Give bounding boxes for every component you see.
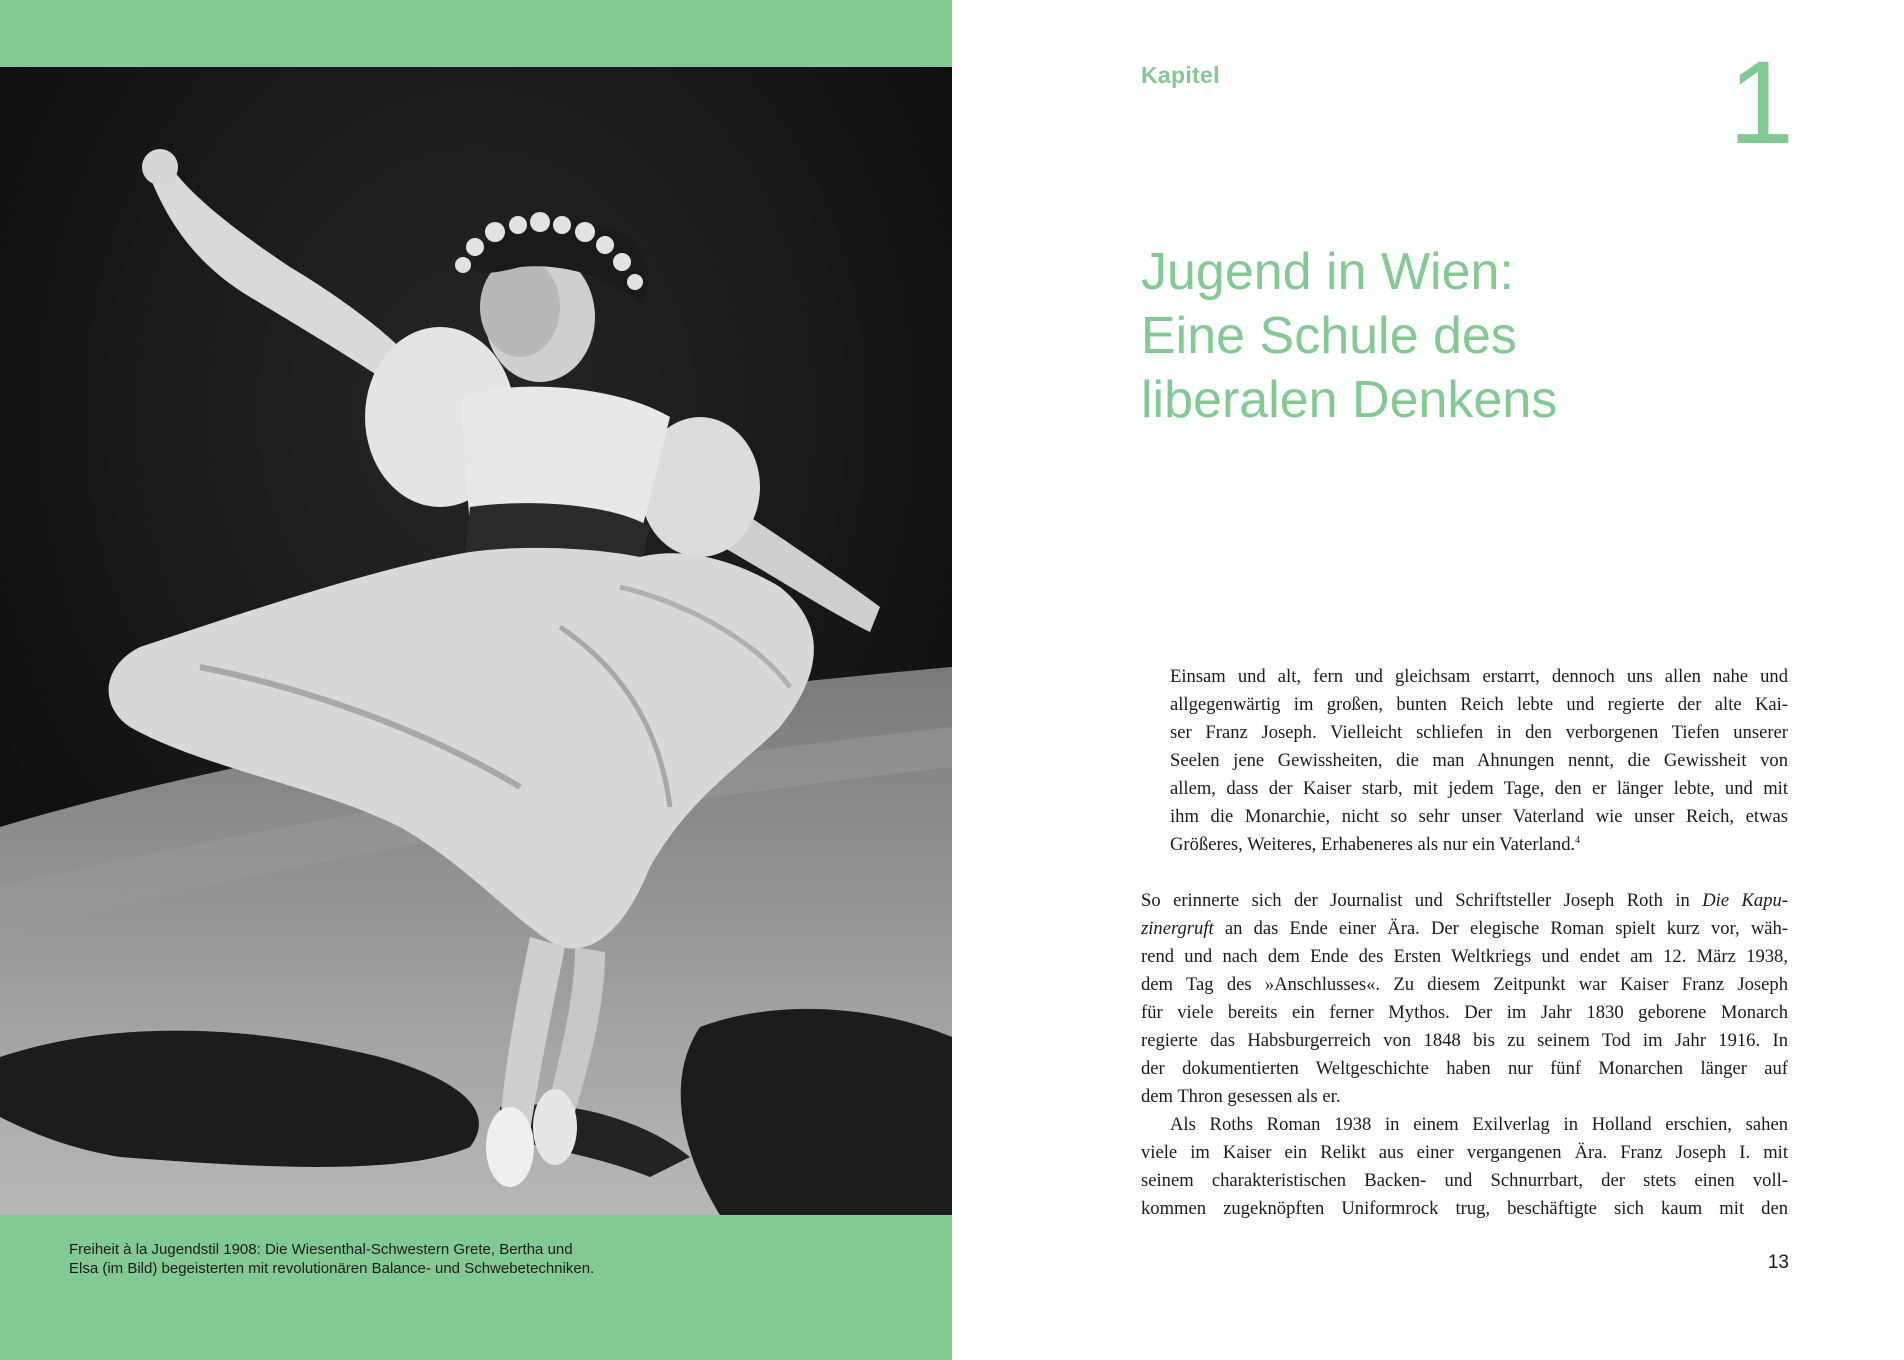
paragraph-2-line: Als Roths Roman 1938 in einem Exilverlag in Holland erschien, sahen bbox=[1170, 1114, 1788, 1135]
chapter-number: 1 bbox=[1728, 37, 1794, 169]
paragraph-1-line: der dokumentierten Weltgeschichte haben nur fünf Monarchen länger auf bbox=[1141, 1058, 1788, 1079]
chapter-title bbox=[1141, 240, 1557, 432]
paragraph-1-line bbox=[1141, 915, 1788, 943]
paragraph-2-line: viele im Kaiser ein Relikt aus einer vergangenen Ära. Franz Joseph I. mit bbox=[1141, 1142, 1788, 1163]
epigraph-line: allem, dass der Kaiser starb, mit jedem Tage, den er länger lebte, und mit bbox=[1170, 778, 1788, 799]
book-title-italic: Die Kapu- bbox=[1702, 890, 1789, 911]
caption-line: Elsa (im Bild) begeisterten mit revolutionären Balance- und Schwebetechniken. bbox=[69, 1260, 595, 1277]
epigraph-line: ser Franz Joseph. Vielleicht schliefen in den verborgenen Tiefen unserer bbox=[1170, 722, 1788, 743]
book-title-italic: zinergruft bbox=[1141, 918, 1214, 939]
dancer-photo-illustration bbox=[0, 67, 952, 1215]
paragraph-2-line: seinem charakteristischen Backen- und Schnurrbart, der stets einen voll- bbox=[1141, 1170, 1788, 1191]
text-span: an das Ende einer Ära. Der elegische Roman spielt kurz vor, wäh- bbox=[1213, 918, 1788, 939]
footnote-marker: 4 bbox=[1575, 834, 1581, 846]
kapitel-label: Kapitel bbox=[1141, 62, 1220, 88]
main-text bbox=[1141, 887, 1788, 1223]
photo-caption bbox=[69, 1240, 689, 1278]
dancer-photo bbox=[0, 67, 952, 1215]
caption-line: Freiheit à la Jugendstil 1908: Die Wiesenthal-Schwestern Grete, Bertha und bbox=[69, 1241, 573, 1258]
paragraph-1-line: regierte das Habsburgerreich von 1848 bis zu seinem Tod im Jahr 1916. In bbox=[1141, 1030, 1788, 1051]
epigraph-line: Seelen jene Gewissheiten, die man Ahnungen nennt, die Gewissheit von bbox=[1170, 750, 1788, 771]
paragraph-1-line: rend und nach dem Ende des Ersten Weltkriegs und endet am 12. März 1938, bbox=[1141, 946, 1788, 967]
chapter-title-line: Eine Schule des bbox=[1141, 307, 1517, 365]
epigraph-line: Einsam und alt, fern und gleichsam erstarrt, dennoch uns allen nahe und bbox=[1170, 666, 1788, 687]
paragraph-1-line bbox=[1141, 887, 1788, 915]
paragraph-2-line: kommen zugeknöpften Uniformrock trug, beschäftigte sich kaum mit den bbox=[1141, 1198, 1788, 1219]
paragraph-1-line: dem Thron gesessen als er. bbox=[1141, 1086, 1341, 1107]
epigraph-line: Größeres, Weiteres, Erhabeneres als nur ein Vaterland. bbox=[1170, 834, 1576, 855]
paragraph-1-line: für viele bereits ein ferner Mythos. Der im Jahr 1830 geborene Monarch bbox=[1141, 1002, 1788, 1023]
epigraph-line: ihm die Monarchie, nicht so sehr unser Vaterland wie unser Reich, etwas bbox=[1170, 806, 1788, 827]
epigraph-last-line bbox=[1170, 831, 1788, 859]
text-span: So erinnerte sich der Journalist und Schriftsteller Joseph Roth in bbox=[1141, 890, 1703, 911]
paragraph-1-line: dem Tag des »Anschlusses«. Zu diesem Zeitpunkt war Kaiser Franz Joseph bbox=[1141, 974, 1788, 995]
right-page bbox=[952, 0, 1904, 1360]
chapter-title-line: liberalen Denkens bbox=[1141, 371, 1558, 429]
epigraph-line: allgegenwärtig im großen, bunten Reich lebte und regierte der alte Kai- bbox=[1170, 694, 1788, 715]
epigraph-quote bbox=[1170, 663, 1788, 859]
page-number: 13 bbox=[1767, 1252, 1789, 1273]
chapter-title-line: Jugend in Wien: bbox=[1141, 243, 1514, 301]
